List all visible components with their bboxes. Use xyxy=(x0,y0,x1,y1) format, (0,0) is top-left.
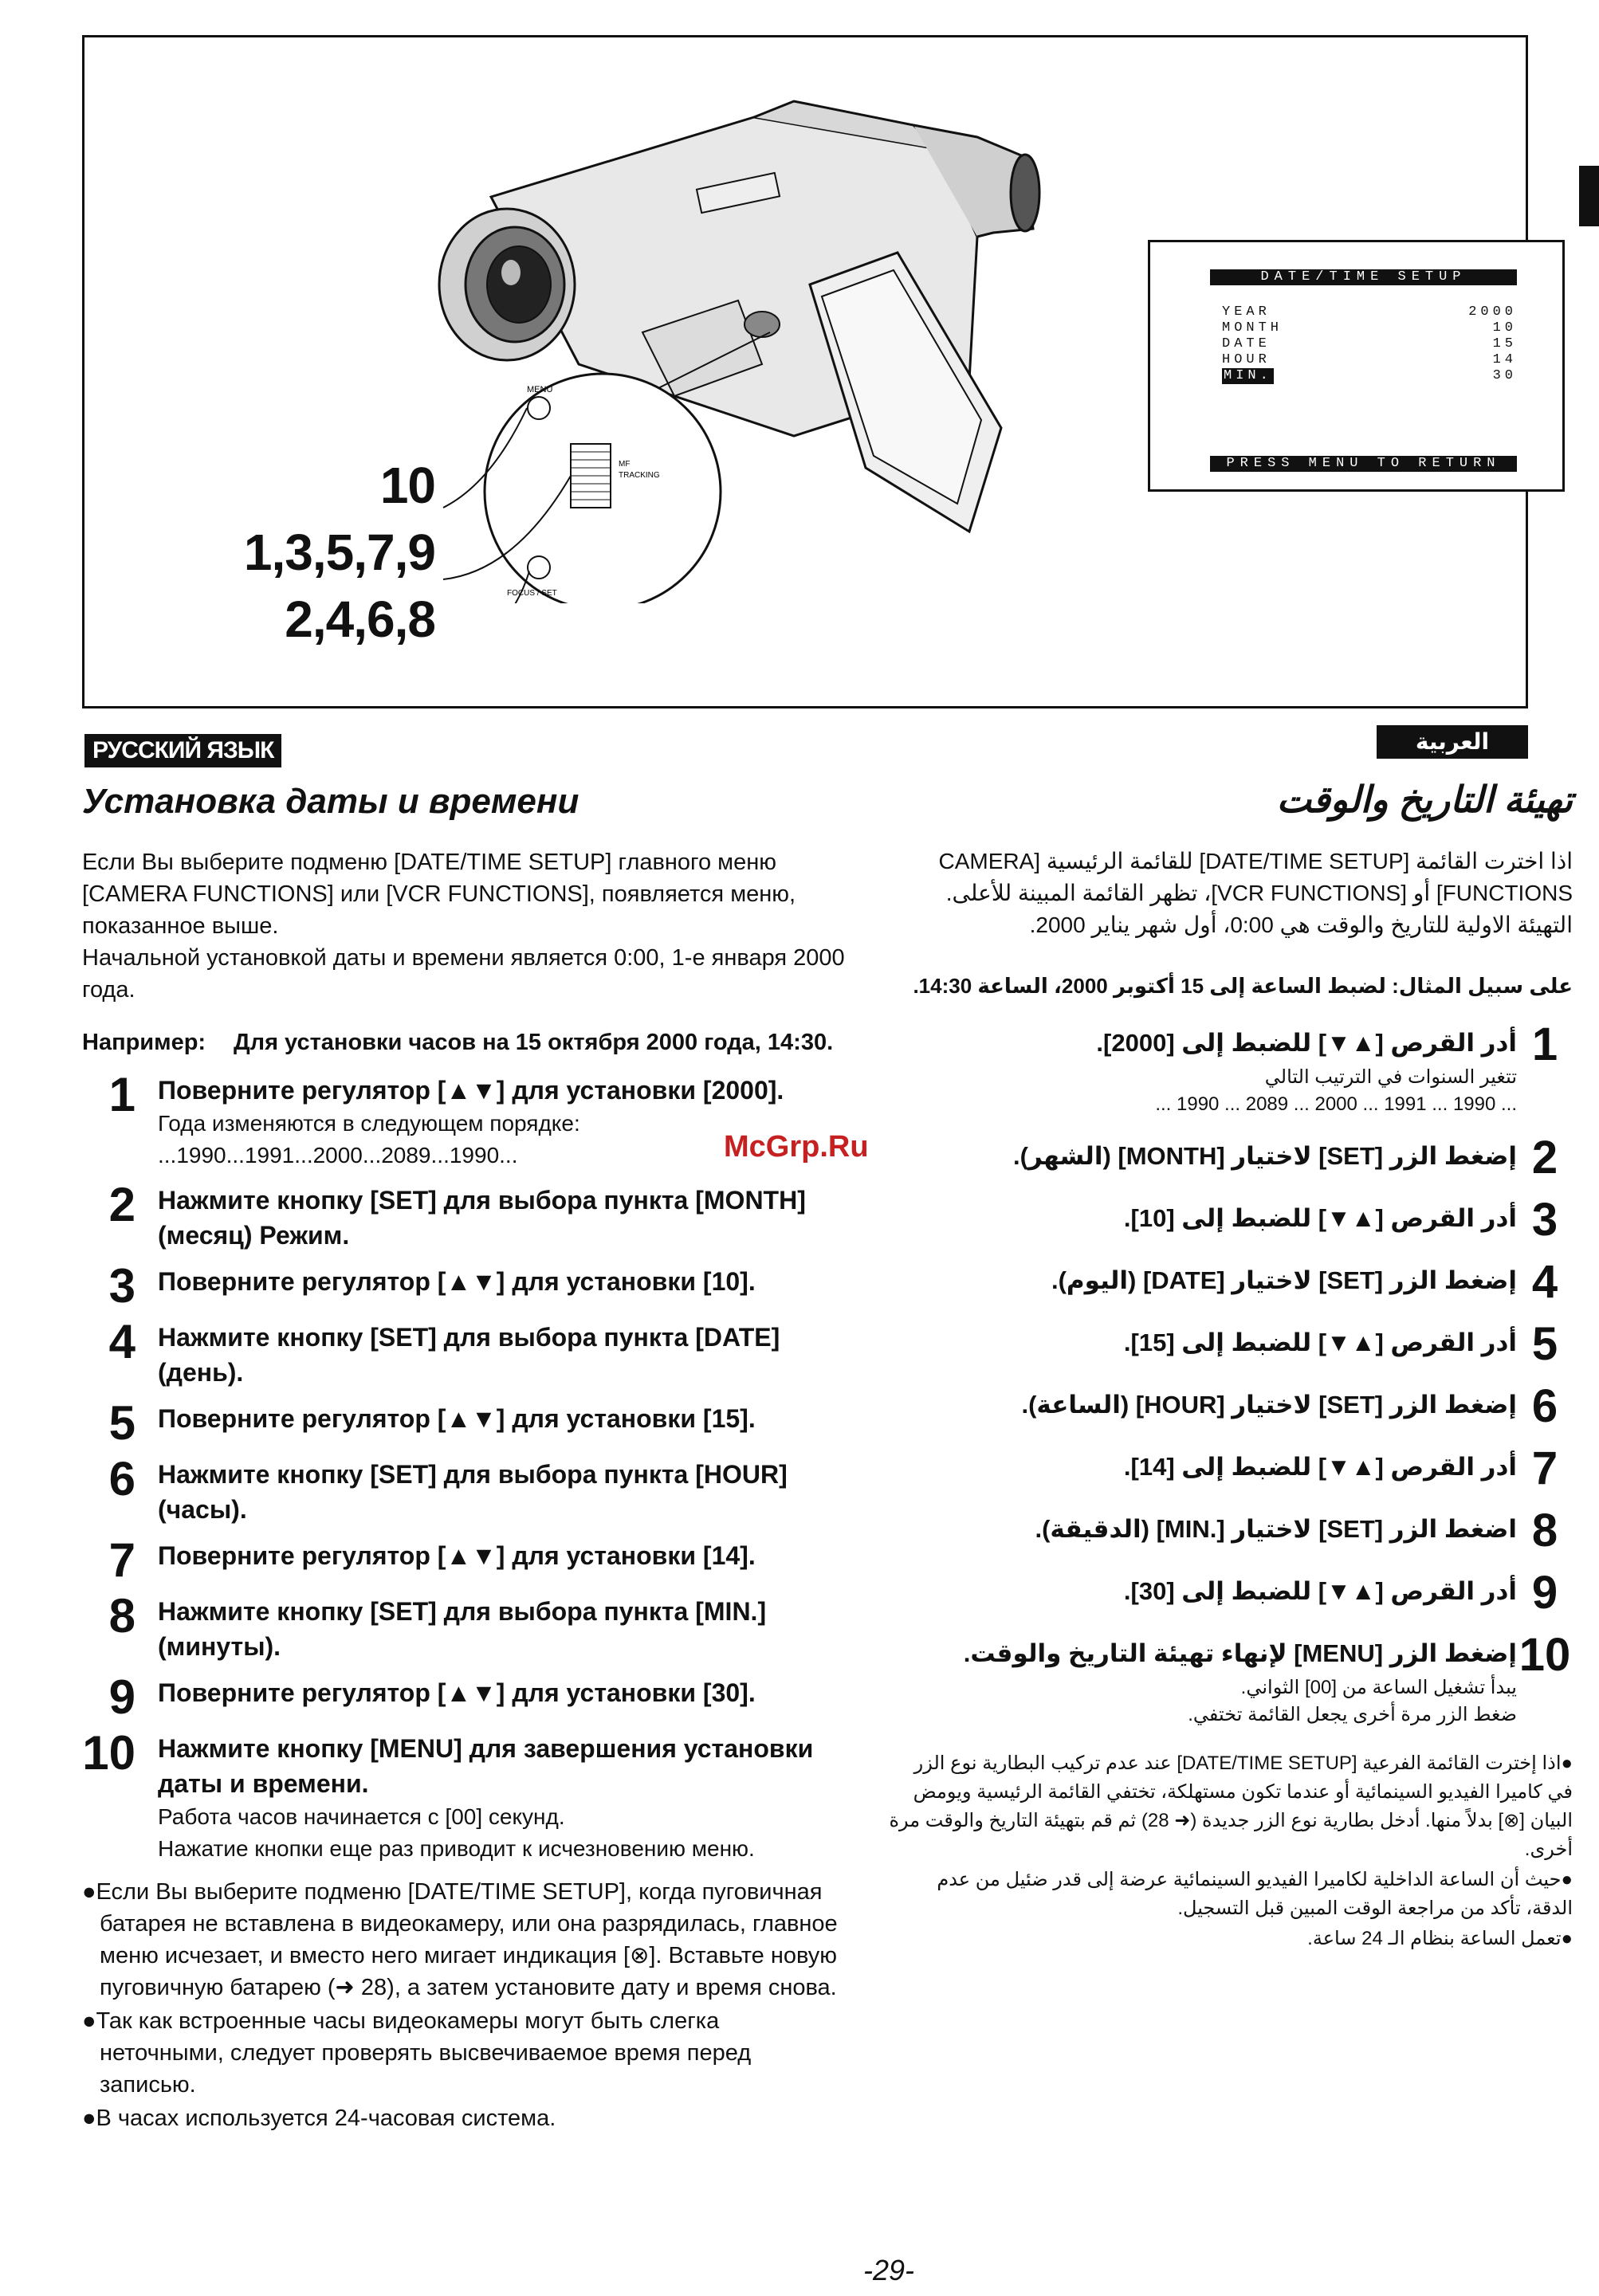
osd-rows xyxy=(1222,304,1517,384)
step-item: 4 Нажмите кнопку [SET] для выбора пункта [DATE] (день). xyxy=(108,1315,780,1387)
note-item: ●حيث أن الساعة الداخلية لكاميرا الفيديو السينمائية عرضة إلى قدر ضئيل من عدم الدقة، تأكد من مراجعة الوقت المبين قبل التسجيل. xyxy=(937,1869,1573,1919)
russian-intro-1: Если Вы выберите подменю [DATE/TIME SETUP] главного меню [CAMERA FUNCTIONS] или [VCR FUNCTIONS], появляется меню, показанное выше. xyxy=(82,850,796,939)
step-item: 3 أدر القرص [▲▼] للضبط إلى [10]. xyxy=(1123,1194,1558,1246)
arabic-notes xyxy=(887,1749,1573,1953)
russian-notes xyxy=(82,1876,847,2134)
illustration-frame xyxy=(82,35,1528,708)
step-item: 5 أدر القرص [▲▼] للضبط إلى [15]. xyxy=(1123,1318,1558,1370)
page-number: -29- xyxy=(863,2254,915,2286)
osd-title: DATE/TIME SETUP xyxy=(1210,269,1517,285)
callout-menu-step: 10 xyxy=(379,457,435,514)
step-item: 2 إضغط الزر [SET] لاختيار [MONTH] (الشهر). xyxy=(1012,1132,1558,1183)
step-item: 4 إضغط الزر [SET] لاختيار [DATE] (اليوم). xyxy=(1051,1256,1558,1308)
menu-button-label: MENU xyxy=(527,385,553,394)
callout-dial-steps: 1,3,5,7,9 xyxy=(243,524,435,581)
step-item: 9 Поверните регулятор [▲▼] для установки [30]. xyxy=(108,1670,756,1724)
russian-title: Установка даты и времени xyxy=(82,782,579,821)
step-item: 7 أدر القرص [▲▼] للضبط إلى [14]. xyxy=(1123,1442,1558,1494)
step-item: 7 Поверните регулятор [▲▼] для установки [14]. xyxy=(108,1533,756,1587)
note-item: ●اذا إخترت القائمة الفرعية [DATE/TIME SETUP] عند عدم تركيب البطارية نوع الزر في كاميرا الفيديو السينمائية أو عندما تكون مستهلكة، تختفي القائمة الرئيسية ويومض البيان [⊗] بدلاً منها. أدخل بطارية نوع الزر جديدة (➜ 28) ثم قم بتهيئة التاريخ والوقت مرة أخرى. xyxy=(889,1752,1573,1860)
arabic-intro-2: التهيئة الاولية للتاريخ والوقت هي 0:00، أول شهر يناير 2000. xyxy=(1029,913,1573,937)
russian-intro-2: Начальной установкой даты и времени является 0:00, 1-е января 2000 года. xyxy=(82,945,845,1003)
osd-row-year: YEAR 2000 xyxy=(1222,304,1517,320)
osd-row-month: MONTH 10 xyxy=(1222,320,1517,336)
tracking-label: TRACKING xyxy=(619,471,660,480)
osd-row-date: DATE 15 xyxy=(1222,336,1517,351)
camcorder-illustration xyxy=(419,93,1105,603)
note-item: ●В часах используется 24-часовая система. xyxy=(82,2106,556,2131)
step-item: 6 إضغط الزر [SET] لاختيار [HOUR] (الساعة). xyxy=(1021,1380,1558,1432)
osd-footer: PRESS MENU TO RETURN xyxy=(1210,456,1517,472)
step-item: 1 Поверните регулятор [▲▼] для установки [2000]. Года изменяются в следующем порядке: ...1990...1991...2000...2089...1990... xyxy=(108,1068,784,1168)
step-item: 2 Нажмите кнопку [SET] для выбора пункта [MONTH] (месяц) Режим. xyxy=(108,1178,806,1250)
step-item: 9 أدر القرص [▲▼] للضبط إلى [30]. xyxy=(1123,1567,1558,1619)
step-item: 8 Нажмите кнопку [SET] для выбора пункта [MIN.] (минуты). xyxy=(108,1589,767,1661)
note-item: ●Если Вы выберите подменю [DATE/TIME SETUP], когда пуговичная батарея не вставлена в видеокамеру, или она разрядилась, главное меню исчезает, и вместо него мигает индикация [⊗]. Вставьте новую пуговичную батарею (➜ 28), а затем установите дату и время снова. xyxy=(82,1879,838,2000)
date-time-setup-osd xyxy=(1148,240,1565,492)
page-edge-tab xyxy=(1579,166,1599,226)
arabic-language-badge: العربية xyxy=(1377,725,1528,759)
step-item: 5 Поверните регулятор [▲▼] для установки [15]. xyxy=(108,1396,756,1450)
step-item: 6 Нажмите кнопку [SET] для выбора пункта [HOUR] (часы). xyxy=(108,1452,788,1524)
step-item: 10 Нажмите кнопку [MENU] для завершения установки даты и времени. Работа часов начинается с [00] секунд. Нажатие кнопки еще раз приводит к исчезновению меню. xyxy=(82,1726,814,1861)
russian-example xyxy=(82,1026,847,1058)
russian-steps xyxy=(82,1068,847,1865)
step-item: 1 أدر القرص [▲▼] للضبط إلى [2000]. تتغير السنوات في الترتيب التالي ... 1990 ... 1991 ... 2000 ... 2089 ... 1990 ... xyxy=(1096,1018,1558,1115)
step-item: 10 إضغط الزر [MENU] لإنهاء تهيئة التاريخ والوقت. يبدأ تشغيل الساعة من [00] الثواني. ضغط الزر مرة أخرى يجعل القائمة تختفي. xyxy=(963,1629,1571,1725)
mf-label: MF xyxy=(619,460,631,469)
callout-set-steps: 2,4,6,8 xyxy=(285,591,435,648)
example-label: Например: xyxy=(82,1030,206,1055)
osd-row-hour: HOUR 14 xyxy=(1222,352,1517,367)
russian-language-badge: РУССКИЙ ЯЗЫК xyxy=(84,734,281,767)
watermark: McGrp.Ru xyxy=(724,1130,869,1164)
arabic-section xyxy=(887,777,1573,1955)
osd-row-min: MIN. 30 xyxy=(1224,368,1517,383)
arabic-steps xyxy=(887,1018,1573,1729)
arabic-intro-1: اذا اخترت القائمة [DATE/TIME SETUP] للقائمة الرئيسية [CAMERA FUNCTIONS] أو [VCR FUNCTIONS]، تظهر القائمة المبينة للأعلى. xyxy=(938,849,1573,905)
focus-set-label: FOCUS / SET xyxy=(507,589,557,598)
russian-section xyxy=(82,781,847,2136)
step-item: 8 اضغط الزر [SET] لاختيار [.MIN] (الدقيقة). xyxy=(1035,1505,1558,1556)
arabic-example: على سبيل المثال: لضبط الساعة إلى 15 أكتوبر 2000، الساعة 14:30. xyxy=(913,974,1573,998)
step-item: 3 Поверните регулятор [▲▼] для установки [10]. xyxy=(108,1259,756,1313)
example-text: Для установки часов на 15 октября 2000 года, 14:30. xyxy=(234,1030,834,1055)
callout-labels xyxy=(212,452,435,653)
note-item: ●Так как встроенные часы видеокамеры могут быть слегка неточными, следует проверять высвечиваемое время перед записью. xyxy=(82,2008,752,2098)
note-item: ●تعمل الساعة بنظام الـ 24 ساعة. xyxy=(1307,1928,1573,1949)
arabic-title: تهيئة التاريخ والوقت xyxy=(1276,779,1573,820)
